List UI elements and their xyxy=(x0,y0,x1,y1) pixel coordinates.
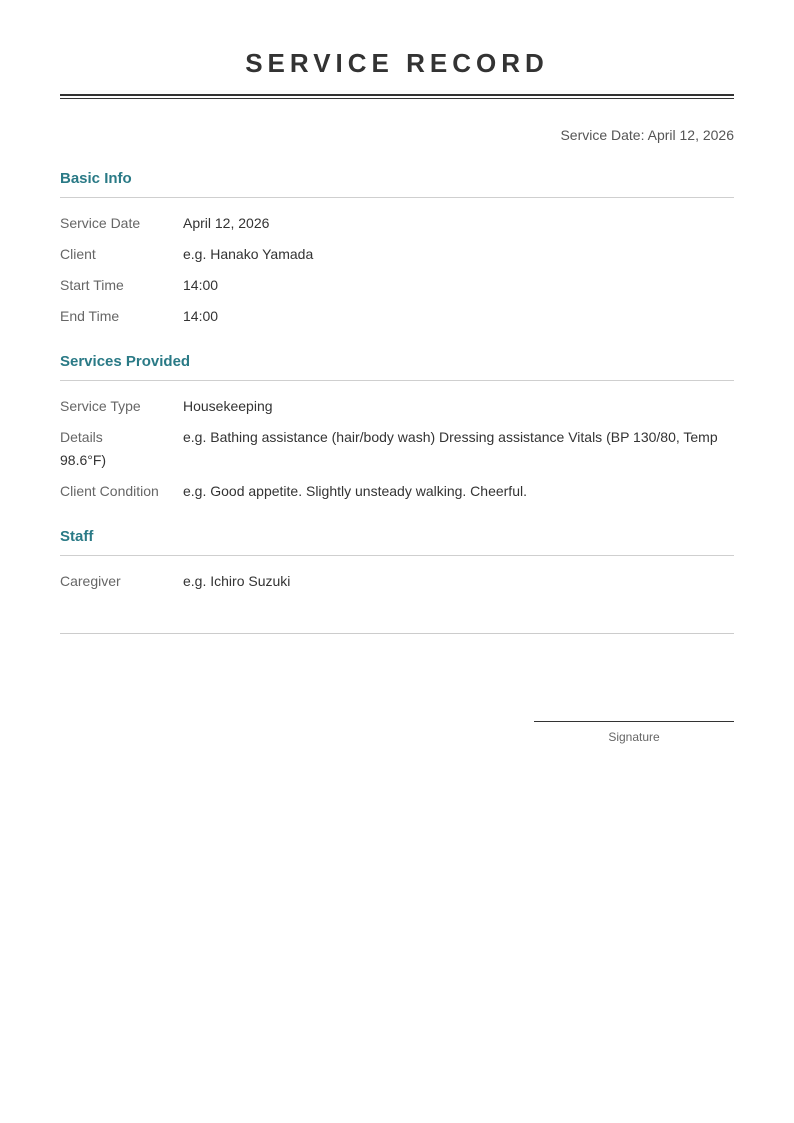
signature-label: Signature xyxy=(608,730,660,744)
section-staff xyxy=(60,527,734,593)
field-value-end-time: 14:00 xyxy=(183,308,219,324)
signature-block xyxy=(534,721,734,744)
title-double-rule xyxy=(60,94,734,99)
field-row-end-time xyxy=(60,305,734,328)
field-row-client xyxy=(60,243,734,266)
header-service-date: Service Date: April 12, 2026 xyxy=(560,127,734,143)
section-heading-staff: Staff xyxy=(60,527,734,556)
field-value-client-condition: e.g. Good appetite. Slightly unsteady walking. Cheerful. xyxy=(183,483,527,499)
staff-rows xyxy=(60,570,734,593)
field-value-details: e.g. Bathing assistance (hair/body wash) Dressing assistance Vitals (BP 130/80, Temp 98.6°F) xyxy=(60,429,718,468)
field-label-caregiver: Caregiver xyxy=(60,573,121,589)
basic-info-rows xyxy=(60,212,734,328)
field-value-client: e.g. Hanako Yamada xyxy=(183,246,314,262)
field-row-caregiver xyxy=(60,570,734,593)
field-label-start-time: Start Time xyxy=(60,277,124,293)
field-row-start-time xyxy=(60,274,734,297)
field-value-service-date: April 12, 2026 xyxy=(183,215,270,231)
field-value-service-type: Housekeeping xyxy=(183,398,273,414)
field-value-caregiver: e.g. Ichiro Suzuki xyxy=(183,573,291,589)
section-heading-basic-info: Basic Info xyxy=(60,169,734,198)
field-label-end-time: End Time xyxy=(60,308,120,324)
field-row-details xyxy=(60,426,734,472)
signature-line[interactable] xyxy=(534,721,734,722)
field-label-client-condition: Client Condition xyxy=(60,483,159,499)
field-label-client: Client xyxy=(60,246,96,262)
services-provided-rows xyxy=(60,395,734,503)
field-row-service-date xyxy=(60,212,734,235)
field-value-start-time: 14:00 xyxy=(183,277,219,293)
section-services-provided xyxy=(60,352,734,503)
field-row-client-condition xyxy=(60,480,734,503)
field-label-service-date: Service Date xyxy=(60,215,141,231)
section-basic-info xyxy=(60,169,734,328)
footer-divider xyxy=(60,633,734,634)
document-title: SERVICE RECORD xyxy=(245,48,549,78)
field-label-service-type: Service Type xyxy=(60,398,141,414)
field-label-details: Details xyxy=(60,429,103,445)
section-heading-services-provided: Services Provided xyxy=(60,352,734,381)
field-row-service-type xyxy=(60,395,734,418)
